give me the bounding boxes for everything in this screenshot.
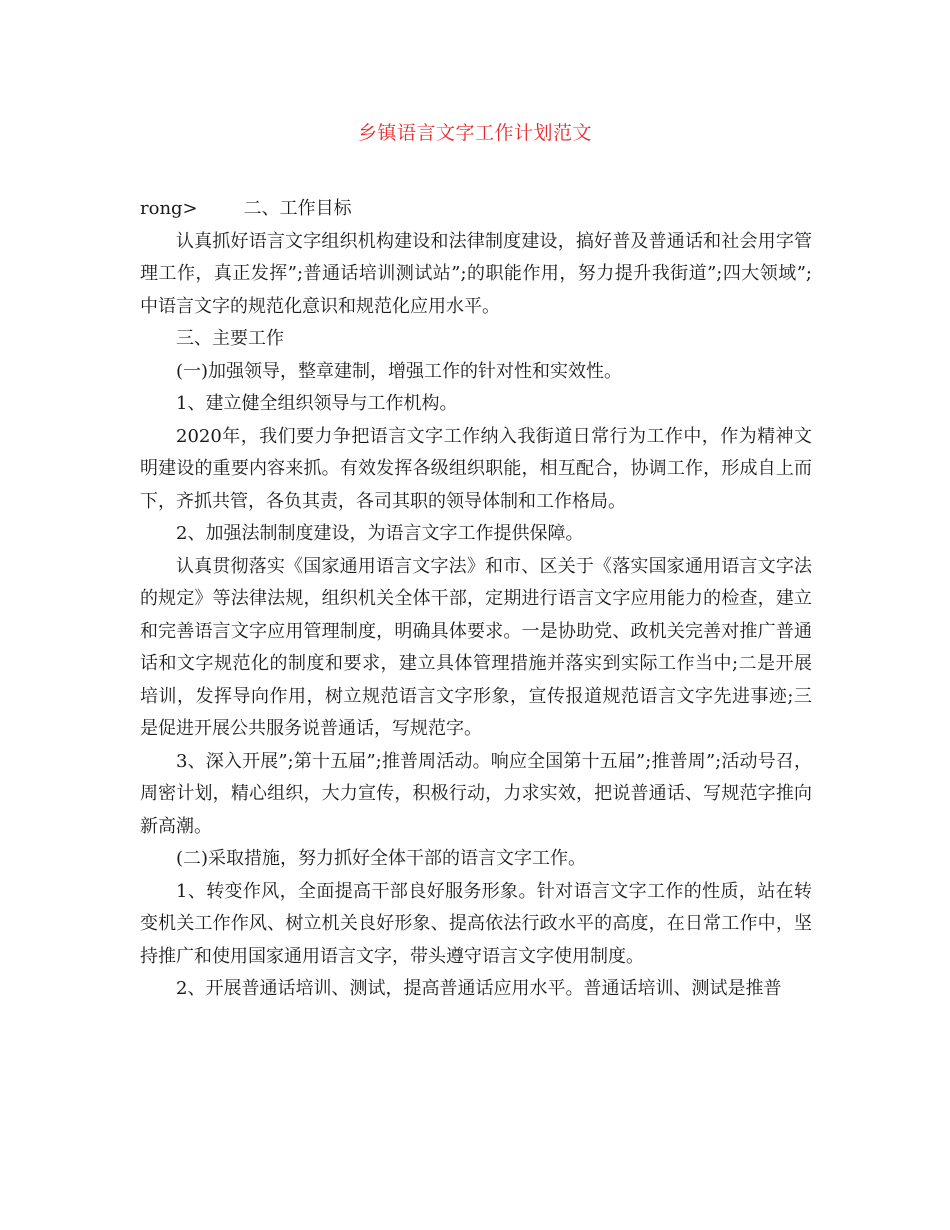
paragraph: 认真贯彻落实《国家通用语言文字法》和市、区关于《落实国家通用语言文字法的规定》等法律法规，组织机关全体干部，定期进行语言文字应用能力的检查，建立和完善语言文字应用管理制度，明确具体要求。一是协助党、政机关完善对推广普通话和文字规范化的制度和要求，建立具体管理措施并落实到实际工作当中;二是开展培训，发挥导向作用，树立规范语言文字形象，宣传报道规范语言文字先进事迹;三是促进开展公共服务说普通话，写规范字。	[140, 555, 812, 739]
stray-markup-text: rong>	[140, 198, 198, 219]
heading-text: 二、工作目标	[243, 198, 352, 219]
paragraph: 2020年，我们要力争把语言文字工作纳入我街道日常行为工作中，作为精神文明建设的重要内容来抓。有效发挥各级组织职能，相互配合，协调工作，形成自上而下，齐抓共管，各负其责，各司其职的领导体制和工作格局。	[140, 425, 812, 512]
section-heading-main-work: 三、主要工作	[176, 328, 284, 349]
subheading: (二)采取措施，努力抓好全体干部的语言文字工作。	[176, 848, 587, 869]
paragraph: 2、开展普通话培训、测试，提高普通话应用水平。普通话培训、测试是推普	[176, 978, 782, 999]
document-body	[140, 193, 812, 1006]
item-heading: 1、建立健全组织领导与工作机构。	[176, 393, 458, 414]
section-heading-goals	[140, 193, 812, 226]
paragraph: 3、深入开展”;第十五届”;推普周活动。响应全国第十五届”;推普周”;活动号召，周密计划，精心组织，大力宣传，积极行动，力求实效，把说普通话、写规范字推向新高潮。	[140, 750, 812, 837]
paragraph: 认真抓好语言文字组织机构建设和法律制度建设，搞好普及普通话和社会用字管理工作，真正发挥”;普通话培训测试站”;的职能作用，努力提升我街道”;四大领域”;中语言文字的规范化意识和规范化应用水平。	[140, 230, 812, 317]
document-title: 乡镇语言文字工作计划范文	[357, 122, 592, 144]
subheading: (一)加强领导，整章建制，增强工作的针对性和实效性。	[176, 360, 623, 382]
paragraph: 1、转变作风，全面提高干部良好服务形象。针对语言文字工作的性质，站在转变机关工作作风、树立机关良好形象、提高依法行政水平的高度，在日常工作中，坚持推广和使用国家通用语言文字，带头遵守语言文字使用制度。	[140, 880, 812, 967]
item-heading: 2、加强法制制度建设，为语言文字工作提供保障。	[176, 523, 584, 544]
